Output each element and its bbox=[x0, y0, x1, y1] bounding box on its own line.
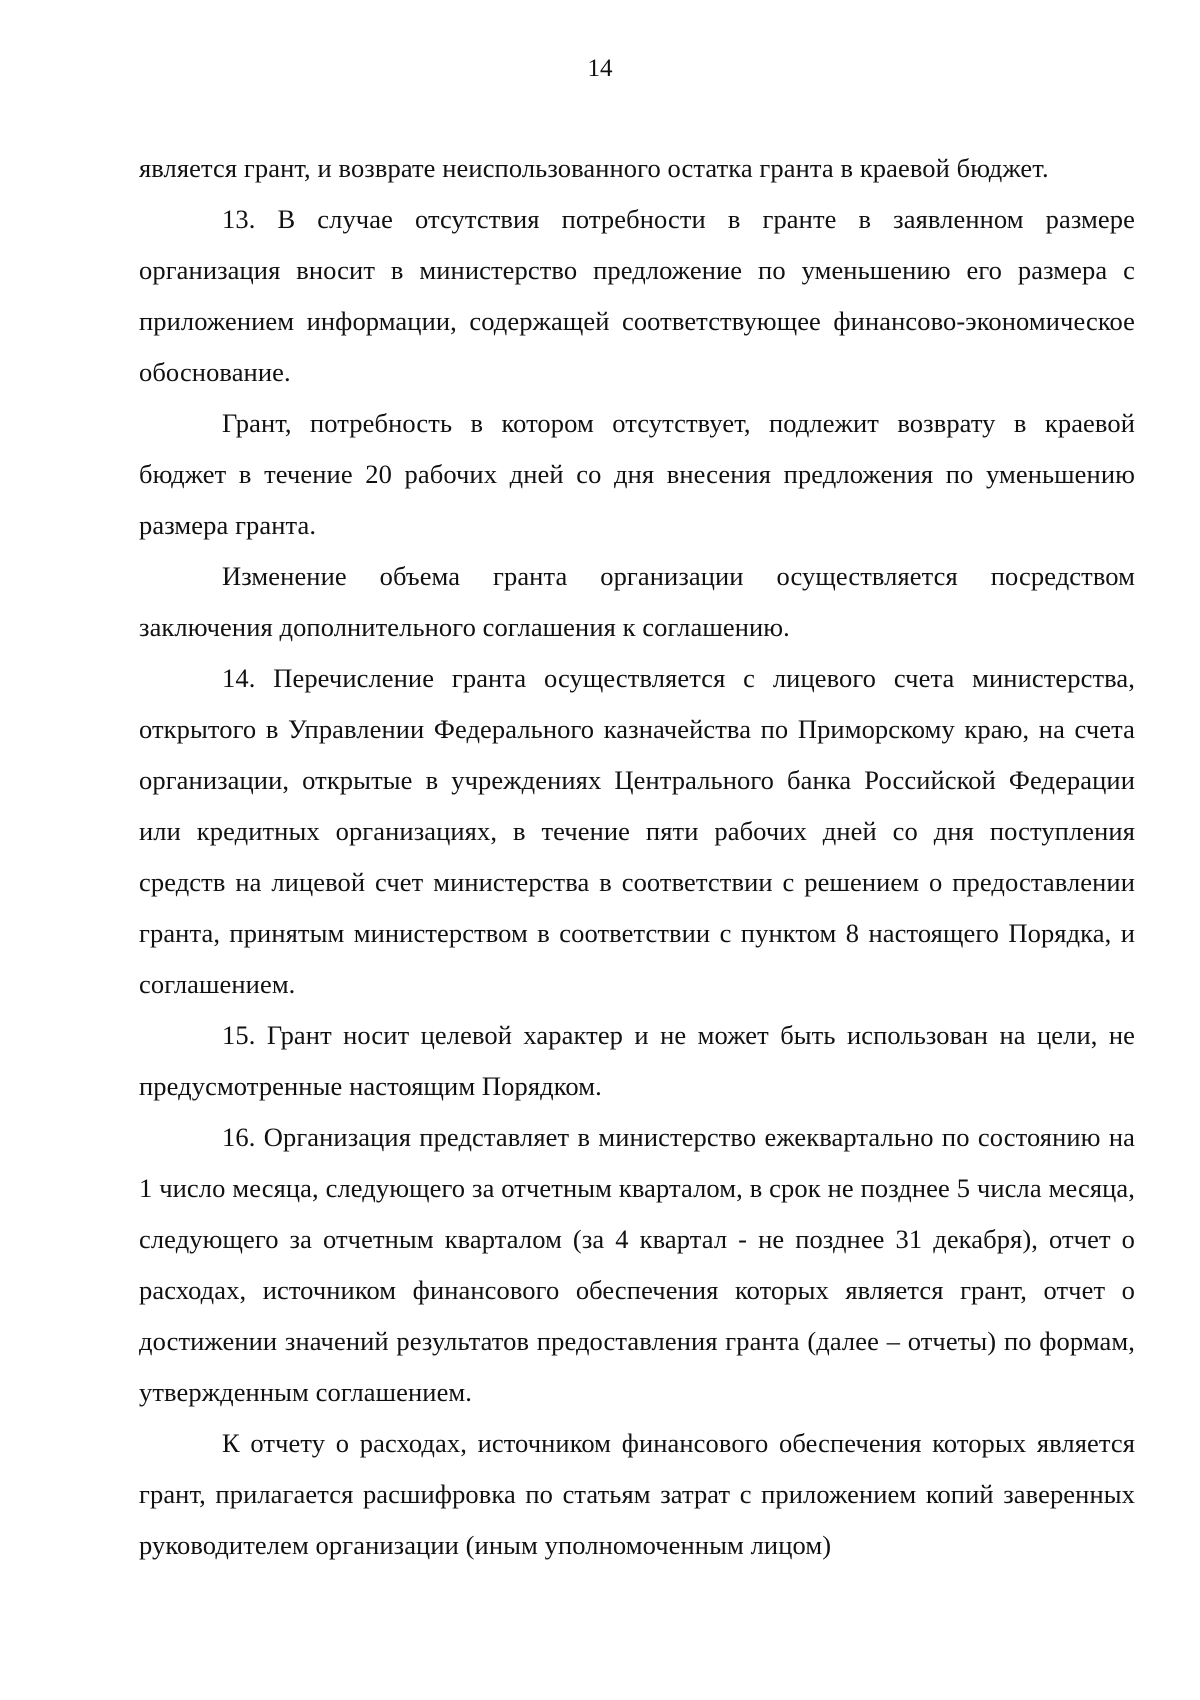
paragraph: 13. В случае отсутствия потребности в гранте в заявленном размере организация вносит в министерство предложение по уменьшению его размера с приложением информации, содержащей соответствующее финансово-экономическое обоснование. bbox=[139, 204, 1135, 387]
paragraph: Грант, потребность в котором отсутствует, подлежит возврату в краевой бюджет в течение 20 рабочих дней со дня внесения предложения по уменьшению размера гранта. bbox=[139, 408, 1135, 540]
paragraph: 15. Грант носит целевой характер и не может быть использован на цели, не предусмотренные настоящим Порядком. bbox=[139, 1020, 1135, 1101]
paragraph: Изменение объема гранта организации осуществляется посредством заключения дополнительного соглашения к соглашению. bbox=[139, 561, 1135, 642]
page-number: 14 bbox=[587, 55, 613, 82]
paragraph: является грант, и возврате неиспользованного остатка гранта в краевой бюджет. bbox=[139, 153, 1049, 183]
document-body bbox=[139, 143, 1135, 1571]
paragraph: 14. Перечисление гранта осуществляется с лицевого счета министерства, открытого в Управлении Федерального казначейства по Приморскому краю, на счета организации, открытые в учреждениях Центрального банка Российской Федерации или кредитных организациях, в течение пяти рабочих дней со дня поступления средств на лицевой счет министерства в соответствии с решением о предоставлении гранта, принятым министерством в соответствии с пунктом 8 настоящего Порядка, и соглашением. bbox=[139, 663, 1135, 999]
paragraph: 16. Организация представляет в министерство ежеквартально по состоянию на 1 число месяца, следующего за отчетным кварталом, в срок не позднее 5 числа месяца, следующего за отчетным кварталом (за 4 квартал - не позднее 31 декабря), отчет о расходах, источником финансового обеспечения которых является грант, отчет о достижении значений результатов предоставления гранта (далее – отчеты) по формам, утвержденным соглашением. bbox=[139, 1122, 1135, 1407]
paragraph: К отчету о расходах, источником финансового обеспечения которых является грант, прилагается расшифровка по статьям затрат с приложением копий заверенных руководителем организации (иным уполномоченным лицом) bbox=[139, 1428, 1135, 1560]
